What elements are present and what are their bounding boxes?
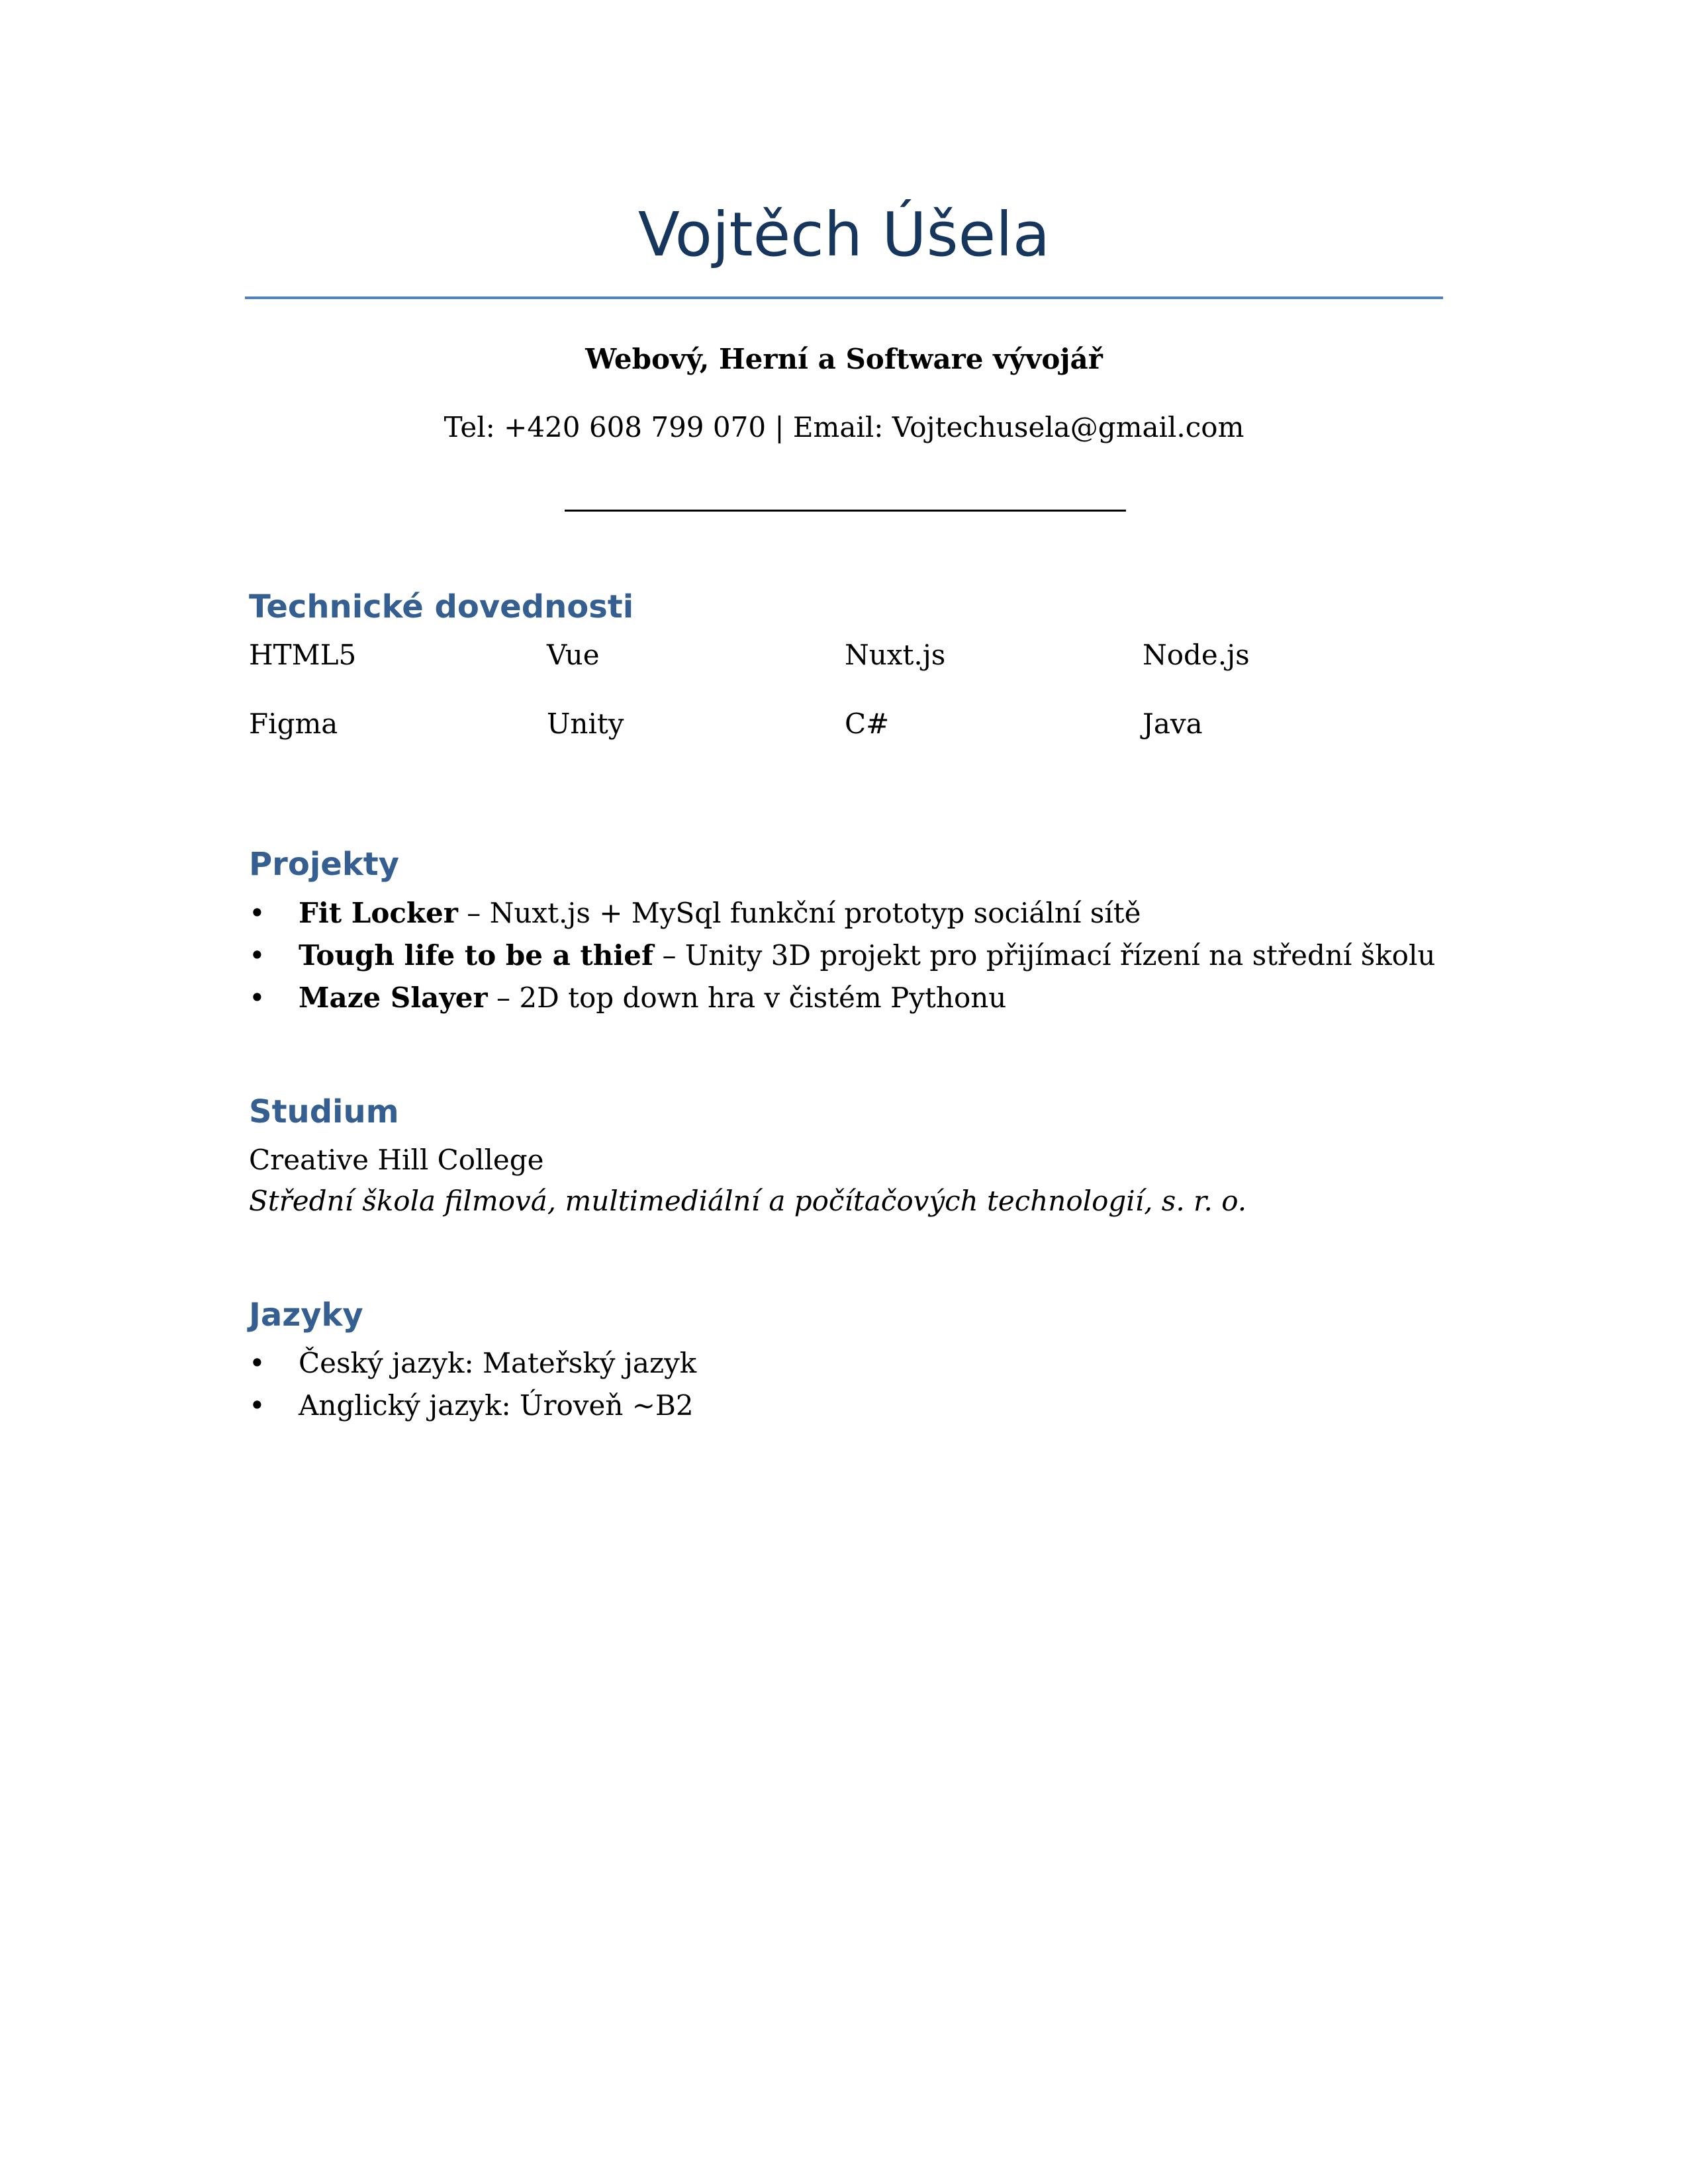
skill-item: Unity — [547, 707, 624, 740]
projects-list — [249, 893, 1440, 1021]
education-heading: Studium — [249, 1093, 399, 1130]
project-description: – Nuxt.js + MySql funkční prototyp sociální sítě — [457, 897, 1141, 929]
contact-line: Tel: +420 608 799 070 | Email: Vojtechusela@gmail.com — [444, 411, 1244, 443]
header-divider — [565, 510, 1126, 512]
skill-item: C# — [845, 707, 890, 740]
bullet: • — [249, 981, 265, 1014]
language-item — [249, 1343, 1440, 1386]
skill-item: Vue — [547, 639, 600, 671]
project-description: – Unity 3D projekt pro přijímací řízení na střední školu — [653, 939, 1436, 972]
bullet: • — [249, 897, 265, 929]
name-underline — [245, 296, 1443, 299]
project-description: – 2D top down hra v čistém Pythonu — [487, 981, 1007, 1014]
language-item — [249, 1386, 1440, 1428]
skills-grid — [249, 635, 1440, 773]
project-name: Maze Slayer — [299, 981, 488, 1014]
language-text: Český jazyk: Mateřský jazyk — [299, 1347, 697, 1379]
school-full-name: Střední škola filmová, multimediální a počítačových technologií, s. r. o. — [249, 1185, 1247, 1217]
project-item — [249, 893, 1440, 936]
bullet: • — [249, 1347, 265, 1379]
skill-item: Java — [1143, 707, 1203, 740]
projects-heading: Projekty — [249, 846, 399, 883]
job-title: Webový, Herní a Software vývojář — [585, 343, 1103, 375]
language-text: Anglický jazyk: Úroveň ~B2 — [299, 1389, 694, 1422]
languages-list — [249, 1343, 1440, 1428]
skill-item: Node.js — [1143, 639, 1250, 671]
languages-heading: Jazyky — [249, 1297, 363, 1334]
skill-item: Figma — [249, 707, 338, 740]
skills-heading: Technické dovednosti — [249, 588, 634, 625]
project-item — [249, 936, 1440, 978]
resume-name: Vojtěch Úšela — [637, 199, 1051, 270]
education-block — [249, 1140, 1440, 1222]
bullet: • — [249, 1389, 265, 1422]
bullet: • — [249, 939, 265, 972]
skill-item: HTML5 — [249, 639, 357, 671]
skill-item: Nuxt.js — [845, 639, 946, 671]
project-item — [249, 978, 1440, 1021]
school-name: Creative Hill College — [249, 1144, 544, 1176]
project-name: Tough life to be a thief — [299, 939, 654, 972]
project-name: Fit Locker — [299, 897, 458, 929]
